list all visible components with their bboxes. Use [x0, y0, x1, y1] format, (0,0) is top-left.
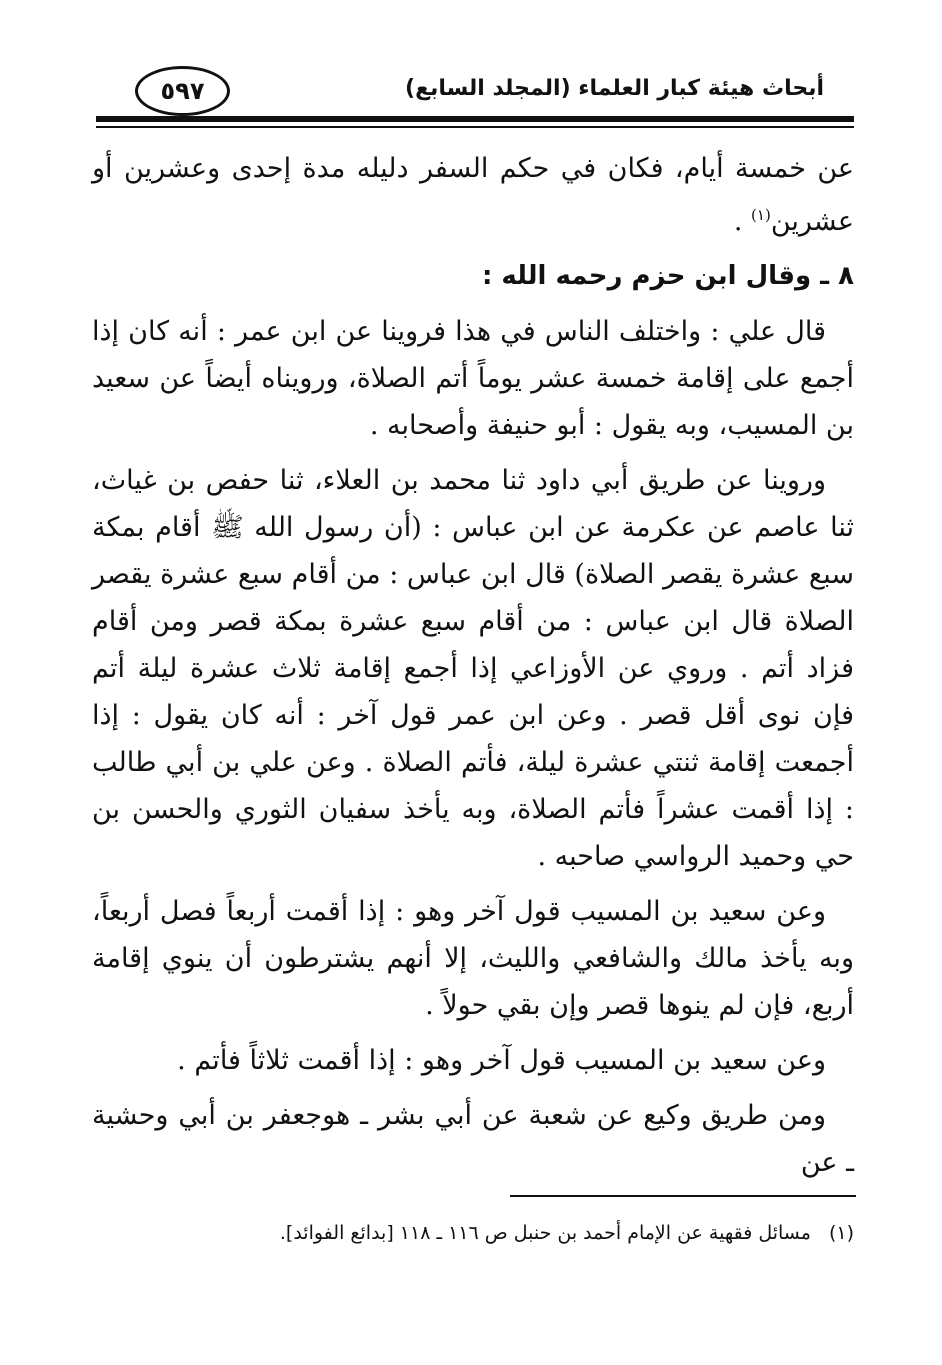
paragraph-1-end: .: [733, 206, 743, 237]
header-rule-thin: [96, 126, 854, 128]
paragraph-2: قال علي : واختلف الناس في هذا فروينا عن ابن عمر : أنه كان إذا أجمع على إقامة خمسة عشر يوماً أتم الصلاة، ورويناه أيضاً عن سعيد بن المسيب، وبه يقول : أبو حنيفة وأصحابه .: [92, 316, 854, 441]
paragraph-5: وعن سعيد بن المسيب قول آخر وهو : إذا أقمت ثلاثاً فأتم .: [177, 1045, 826, 1076]
footnote-number: (١): [828, 1222, 854, 1244]
paragraph-1-text: عن خمسة أيام، فكان في حكم السفر دليله مدة إحدى وعشرين أو عشرين: [92, 153, 854, 237]
running-header-title: أبحاث هيئة كبار العلماء (المجلد السابع): [405, 76, 824, 101]
footnote: [154, 1222, 854, 1244]
page-number: ٥٩٧: [135, 66, 230, 116]
section-heading: ٨ ـ وقال ابن حزم رحمه الله :: [481, 261, 854, 291]
header-rule-thick: [96, 116, 854, 122]
paragraph-3: وروينا عن طريق أبي داود ثنا محمد بن العلاء، ثنا حفص بن غياث، ثنا عاصم عن عكرمة عن ابن عباس : (أن رسول الله ﷺ أقام بمكة سبع عشرة يقصر الصلاة) قال ابن عباس : من أقام سبع عشرة يقصر الصلاة قال ابن عباس : من أقام سبع عشرة بمكة قصر ومن أقام فزاد أتم . وروي عن الأوزاعي إذا أجمع إقامة ثلاث عشرة ليلة أتم فإن نوى أقل قصر . وعن ابن عمر قول آخر : أنه كان يقول : إذا أجمعت إقامة ثنتي عشرة ليلة، فأتم الصلاة . وعن علي بن أبي طالب : إذا أقمت عشراً فأتم الصلاة، وبه يأخذ سفيان الثوري والحسن بن حي وحميد الرواسي صاحبه .: [92, 465, 854, 872]
paragraph-6: ومن طريق وكيع عن شعبة عن أبي بشر ـ هوجعفر بن أبي وحشية ـ عن: [92, 1100, 854, 1178]
footnote-separator: [510, 1195, 856, 1197]
paragraph-1: [92, 145, 854, 245]
footnote-reference: (١): [751, 206, 771, 224]
body-text: [92, 145, 854, 1194]
paragraph-4: وعن سعيد بن المسيب قول آخر وهو : إذا أقمت أربعاً فصل أربعاً، وبه يأخذ مالك والشافعي والليث، إلا أنهم يشترطون أن ينوي إقامة أربع، فإن لم ينوها قصر وإن بقي حولاً .: [92, 896, 854, 1021]
footnote-text: مسائل فقهية عن الإمام أحمد بن حنبل ص ١١٦ ـ ١١٨ [بدائع الفوائد].: [279, 1222, 811, 1244]
